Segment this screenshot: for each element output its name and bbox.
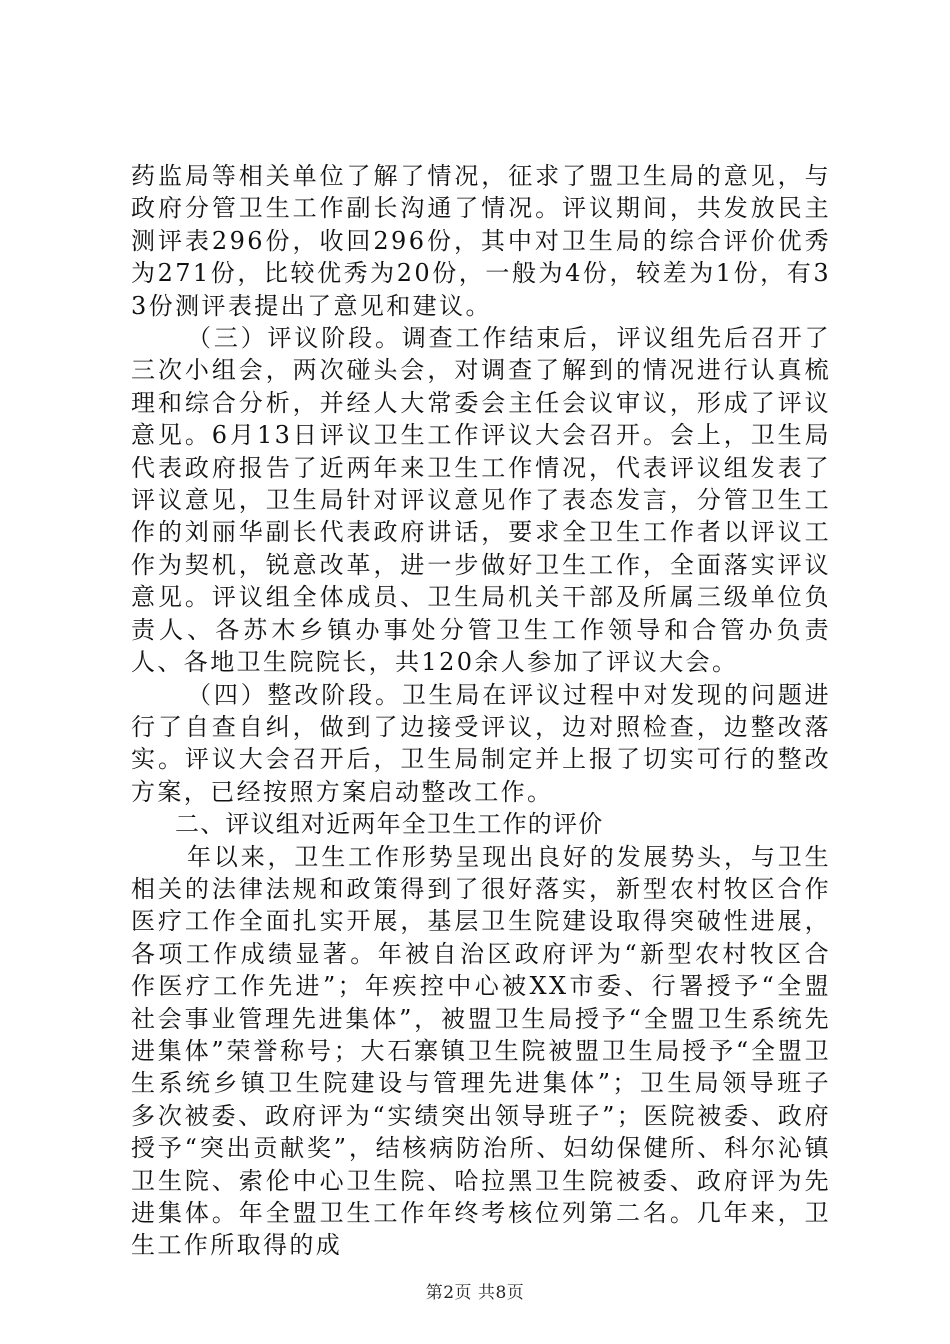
paragraph-continuation: 药监局等相关单位了解了情况，征求了盟卫生局的意见，与政府分管卫生工作副长沟通了情况。评议期间，共发放民主测评表296份，收回296份，其中对卫生局的综合评价优秀为271份，比较优秀为20份，一般为4份，较差为1份，有33份测评表提出了意见和建议。 — [131, 162, 831, 320]
paragraph-rectification-stage: （四）整改阶段。卫生局在评议过程中对发现的问题进行了自查自纠，做到了边接受评议，边对照检查，边整改落实。评议大会召开后，卫生局制定并上报了切实可行的整改方案，已经按照方案启动整改工作。 — [131, 680, 831, 806]
page-footer: 第2页 共8页 — [425, 1283, 525, 1303]
document-body — [131, 160, 831, 1262]
paragraph-evaluation: 年以来，卫生工作形势呈现出良好的发展势头，与卫生相关的法律法规和政策得到了很好落实，新型农村牧区合作医疗工作全面扎实开展，基层卫生院建设取得突破性进展，各项工作成绩显著。年被自治区政府评为“新型农村牧区合作医疗工作先进”；年疾控中心被XX市委、行署授予“全盟社会事业管理先进集体”，被盟卫生局授予“全盟卫生系统先进集体”荣誉称号；大石寨镇卫生院被盟卫生局授予“全盟卫生系统乡镇卫生院建设与管理先进集体”；卫生局领导班子多次被委、政府评为“实绩突出领导班子”；医院被委、政府授予“突出贡献奖”，结核病防治所、妇幼保健所、科尔沁镇卫生院、索伦中心卫生院、哈拉黑卫生院被委、政府评为先进集体。年全盟卫生工作年终考核位列第二名。几年来，卫生工作所取得的成 — [131, 842, 831, 1260]
section-heading: 二、评议组对近两年全卫生工作的评价 — [175, 810, 604, 839]
paragraph-review-stage: （三）评议阶段。调查工作结束后，评议组先后召开了三次小组会，两次碰头会，对调查了解到的情况进行认真梳理和综合分析，并经人大常委会主任会议审议，形成了评议意见。6月13日评议卫生工作评议大会召开。会上，卫生局代表政府报告了近两年来卫生工作情况，代表评议组发表了评议意见，卫生局针对评议意见作了表态发言，分管卫生工作的刘丽华副长代表政府讲话，要求全卫生工作者以评议工作为契机，锐意改革，进一步做好卫生工作，全面落实评议意见。评议组全体成员、卫生局机关干部及所属三级单位负责人、各苏木乡镇办事处分管卫生工作领导和合管办负责人、各地卫生院院长，共120余人参加了评议大会。 — [131, 324, 831, 677]
